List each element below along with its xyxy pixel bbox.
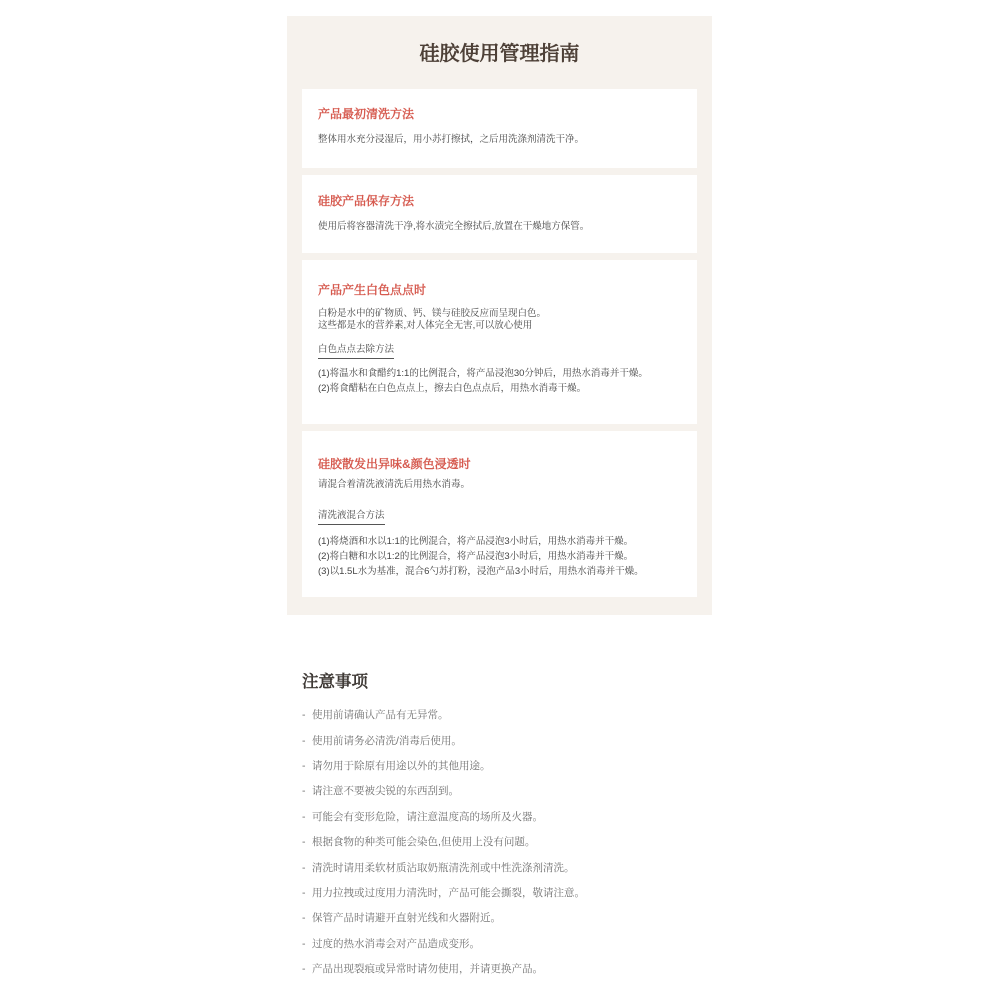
list-item	[302, 830, 702, 855]
list-item	[302, 805, 702, 830]
bullet-dash: -	[302, 734, 306, 747]
initial-cleaning-card	[302, 89, 697, 168]
card-text-line: 请混合着清洗液清洗后用热水消毒。	[318, 479, 471, 490]
list-item-text: 使用前请确认产品有无异常。	[312, 709, 449, 722]
list-item-text: 用力拉拽或过度用力清洗时，产品可能会撕裂，敬请注意。	[312, 887, 585, 900]
list-item-text: 使用前请务必清洗/消毒后使用。	[312, 734, 462, 747]
method-subheading: 清洗液混合方法	[318, 510, 385, 525]
card-text	[318, 478, 681, 492]
bullet-dash: -	[302, 887, 306, 900]
list-item-text: 清洗时请用柔软材质沾取奶瓶清洗剂或中性洗涤剂清洗。	[312, 861, 575, 874]
card-text	[318, 220, 681, 234]
care-guide-panel	[287, 16, 712, 615]
bullet-dash: -	[302, 836, 306, 849]
list-item	[302, 957, 702, 982]
card-heading: 产品产生白色点点时	[318, 283, 427, 297]
list-item-text: 请勿用于除原有用途以外的其他用途。	[312, 760, 491, 773]
list-item-text: 请注意不要被尖锐的东西刮到。	[312, 785, 459, 798]
method-subheading: 白色点点去除方法	[318, 344, 394, 359]
list-item	[302, 703, 702, 728]
card-text-line: 整体用水充分浸湿后，用小苏打擦拭，之后用洗涤剂清洗干净。	[318, 134, 585, 145]
list-item	[302, 856, 702, 881]
list-item	[302, 754, 702, 779]
bullet-dash: -	[302, 810, 306, 823]
method-step: (2)将食醋粘在白色点点上，擦去白色点点后，用热水消毒干燥。	[318, 382, 587, 394]
bullet-dash: -	[302, 760, 306, 773]
card-text	[318, 133, 681, 147]
card-heading: 硅胶产品保存方法	[318, 194, 415, 208]
method-step: (2)将白糖和水以1:2的比例混合，将产品浸泡3小时后，用热水消毒并干燥。	[318, 550, 634, 562]
precautions-list	[302, 703, 702, 982]
list-item	[302, 906, 702, 931]
bullet-dash: -	[302, 912, 306, 925]
bullet-dash: -	[302, 785, 306, 798]
method-steps	[318, 534, 681, 579]
card-heading: 产品最初清洗方法	[318, 107, 415, 121]
list-item-text: 产品出现裂痕或异常时请勿使用，并请更换产品。	[312, 963, 543, 976]
card-text-line: 使用后将容器清洗干净,将水渍完全擦拭后,放置在干燥地方保管。	[318, 221, 590, 232]
card-heading: 硅胶散发出异味&颜色浸透时	[318, 457, 471, 471]
white-spots-card	[302, 260, 697, 424]
precautions-section	[302, 672, 702, 983]
guide-title: 硅胶使用管理指南	[419, 43, 580, 65]
method-step: (1)将烧酒和水以1:1的比例混合，将产品浸泡3小时后，用热水消毒并干燥。	[318, 535, 634, 547]
bullet-dash: -	[302, 963, 306, 976]
card-text-line: 白粉是水中的矿物质、钙、镁与硅胶反应而呈现白色。	[318, 308, 547, 319]
card-text-line: 这些都是水的营养素,对人体完全无害,可以放心使用	[318, 320, 533, 331]
method-step: (1)将温水和食醋约1:1的比例混合，将产品浸泡30分钟后，用热水消毒并干燥。	[318, 367, 648, 379]
precautions-title: 注意事项	[302, 673, 368, 691]
list-item-text: 可能会有变形危险，请注意温度高的场所及火器。	[312, 810, 543, 823]
bullet-dash: -	[302, 937, 306, 950]
storage-card	[302, 175, 697, 253]
list-item	[302, 881, 702, 906]
card-text	[318, 308, 681, 332]
bullet-dash: -	[302, 861, 306, 874]
list-item	[302, 779, 702, 804]
list-item-text: 保管产品时请避开直射光线和火器附近。	[312, 912, 501, 925]
list-item-text: 根据食物的种类可能会染色,但使用上没有问题。	[312, 836, 536, 849]
list-item-text: 过度的热水消毒会对产品造成变形。	[312, 937, 480, 950]
list-item	[302, 729, 702, 754]
list-item	[302, 932, 702, 957]
bullet-dash: -	[302, 709, 306, 722]
odor-stain-card	[302, 431, 697, 597]
method-step: (3)以1.5L水为基准，混合6勺苏打粉，浸泡产品3小时后，用热水消毒并干燥。	[318, 565, 644, 577]
method-steps	[318, 366, 681, 396]
